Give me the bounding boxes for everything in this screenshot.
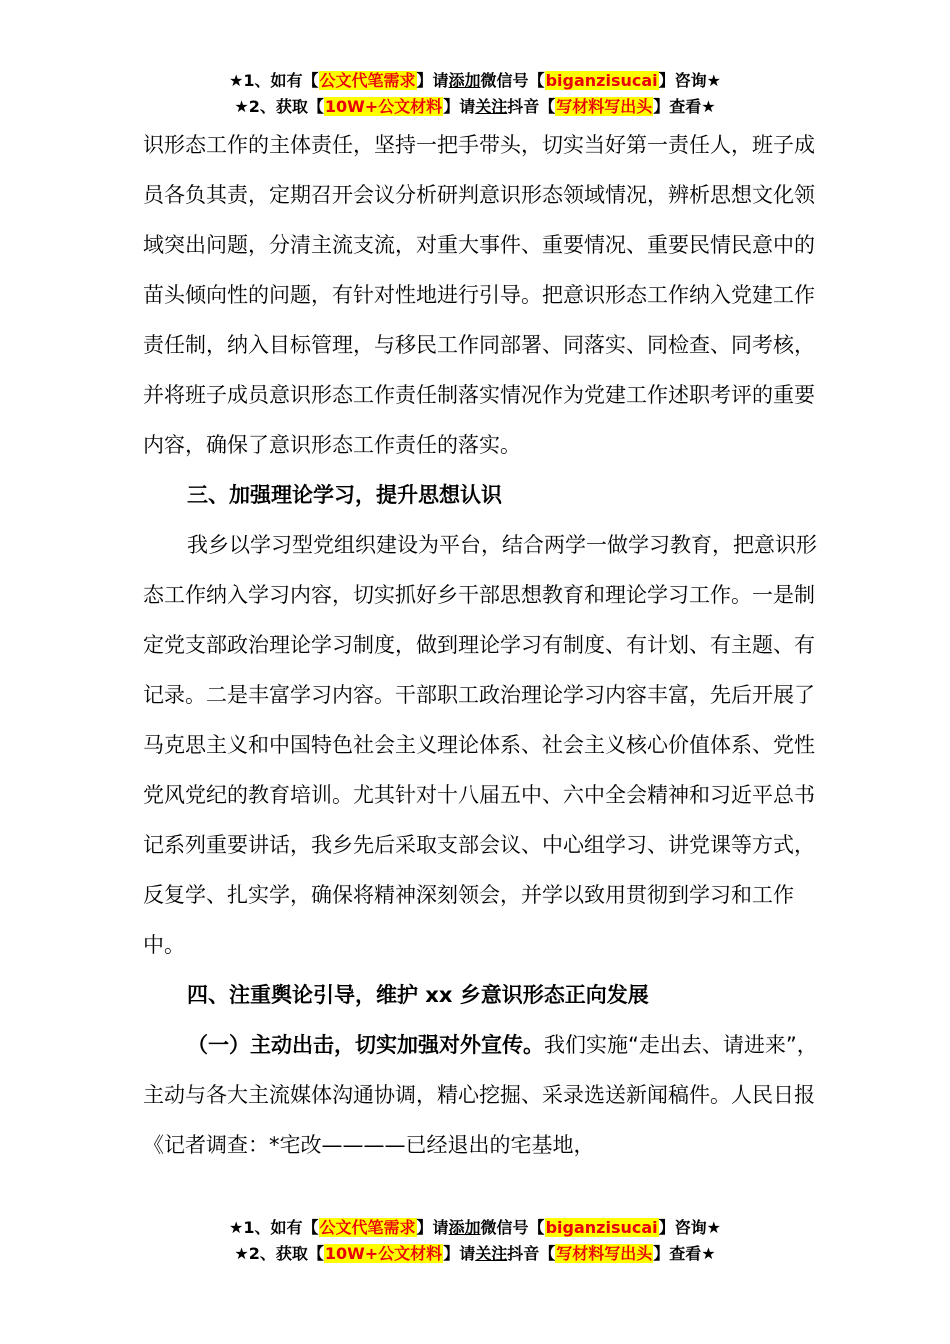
footer-banner-line-2 xyxy=(0,1241,950,1267)
header-banner-line-1 xyxy=(0,68,950,94)
highlight-ghostwriting: 公文代笔需求 xyxy=(319,1218,416,1237)
section-heading-4: 四、注重舆论引导，维护 xx 乡意识形态正向发展 xyxy=(187,983,649,1007)
highlight-douyin-account: 写材料写出头 xyxy=(556,97,653,116)
banner-text: 微信号【 xyxy=(480,71,545,90)
banner-text: 】查看★ xyxy=(653,97,716,116)
footer-banner xyxy=(0,1215,950,1267)
banner-text: 】请 xyxy=(416,1218,449,1237)
underlined-add: 添加 xyxy=(448,1218,481,1237)
header-banner xyxy=(0,68,950,120)
underlined-follow: 关注 xyxy=(475,97,508,116)
paragraph-continued: 识形态工作的主体责任，坚持一把手带头，切实当好第一责任人，班子成员各负其责，定期召开会议分析研判意识形态领域情况，辨析思想文化领域突出问题，分清主流支流，对重大事件、重要情况、重要民情民意中的苗头倾向性的问题，有针对性地进行引导。把意识形态工作纳入党建工作责任制，纳入目标管理，与移民工作同部署、同落实、同检查、同考核，并将班子成员意识形态工作责任制落实情况作为党建工作述职考评的重要内容，确保了意识形态工作责任的落实。 xyxy=(143,133,815,457)
banner-text: 抖音【 xyxy=(507,97,556,116)
underlined-follow: 关注 xyxy=(475,1244,508,1263)
banner-text: ★1、如有【 xyxy=(229,71,319,90)
highlight-wechat-id: biganzisucai xyxy=(545,71,658,90)
banner-text: 】请 xyxy=(416,71,449,90)
banner-text: ★1、如有【 xyxy=(229,1218,319,1237)
highlight-wechat-id: biganzisucai xyxy=(545,1218,658,1237)
banner-text: 】咨询★ xyxy=(658,1218,721,1237)
banner-text: 】咨询★ xyxy=(658,71,721,90)
footer-banner-line-1 xyxy=(0,1215,950,1241)
subheading-1: （一）主动出击，切实加强对外宣传。 xyxy=(187,1033,544,1057)
banner-text: 】请 xyxy=(443,1244,476,1263)
banner-text: 抖音【 xyxy=(507,1244,556,1263)
banner-text: 】查看★ xyxy=(653,1244,716,1263)
highlight-douyin-account: 写材料写出头 xyxy=(556,1244,653,1263)
banner-text: 微信号【 xyxy=(480,1218,545,1237)
highlight-materials: 10W+公文材料 xyxy=(324,97,443,116)
paragraph-publicity-text: 我们实施“走出去、请进来”，主动与各大主流媒体沟通协调，精心挖掘、采录选送新闻稿件。人民日报《记者调查：*宅改————已经退出的宅基地， xyxy=(143,1033,818,1157)
banner-text: 】请 xyxy=(443,97,476,116)
underlined-add: 添加 xyxy=(448,71,481,90)
paragraph-publicity xyxy=(143,1020,823,1170)
header-banner-line-2 xyxy=(0,94,950,120)
document-body xyxy=(143,120,823,1170)
banner-text: ★2、获取【 xyxy=(234,1244,324,1263)
section-heading-3: 三、加强理论学习，提升思想认识 xyxy=(187,483,502,507)
highlight-ghostwriting: 公文代笔需求 xyxy=(319,71,416,90)
highlight-materials: 10W+公文材料 xyxy=(324,1244,443,1263)
banner-text: ★2、获取【 xyxy=(234,97,324,116)
paragraph-theory-study: 我乡以学习型党组织建设为平台，结合两学一做学习教育，把意识形态工作纳入学习内容，切实抓好乡干部思想教育和理论学习工作。一是制定党支部政治理论学习制度，做到理论学习有制度、有计划、有主题、有记录。二是丰富学习内容。干部职工政治理论学习内容丰富，先后开展了马克思主义和中国特色社会主义理论体系、社会主义核心价值体系、党性党风党纪的教育培训。尤其针对十八届五中、六中全会精神和习近平总书记系列重要讲话，我乡先后采取支部会议、中心组学习、讲党课等方式，反复学、扎实学，确保将精神深刻领会，并学以致用贯彻到学习和工作中。 xyxy=(143,533,817,957)
